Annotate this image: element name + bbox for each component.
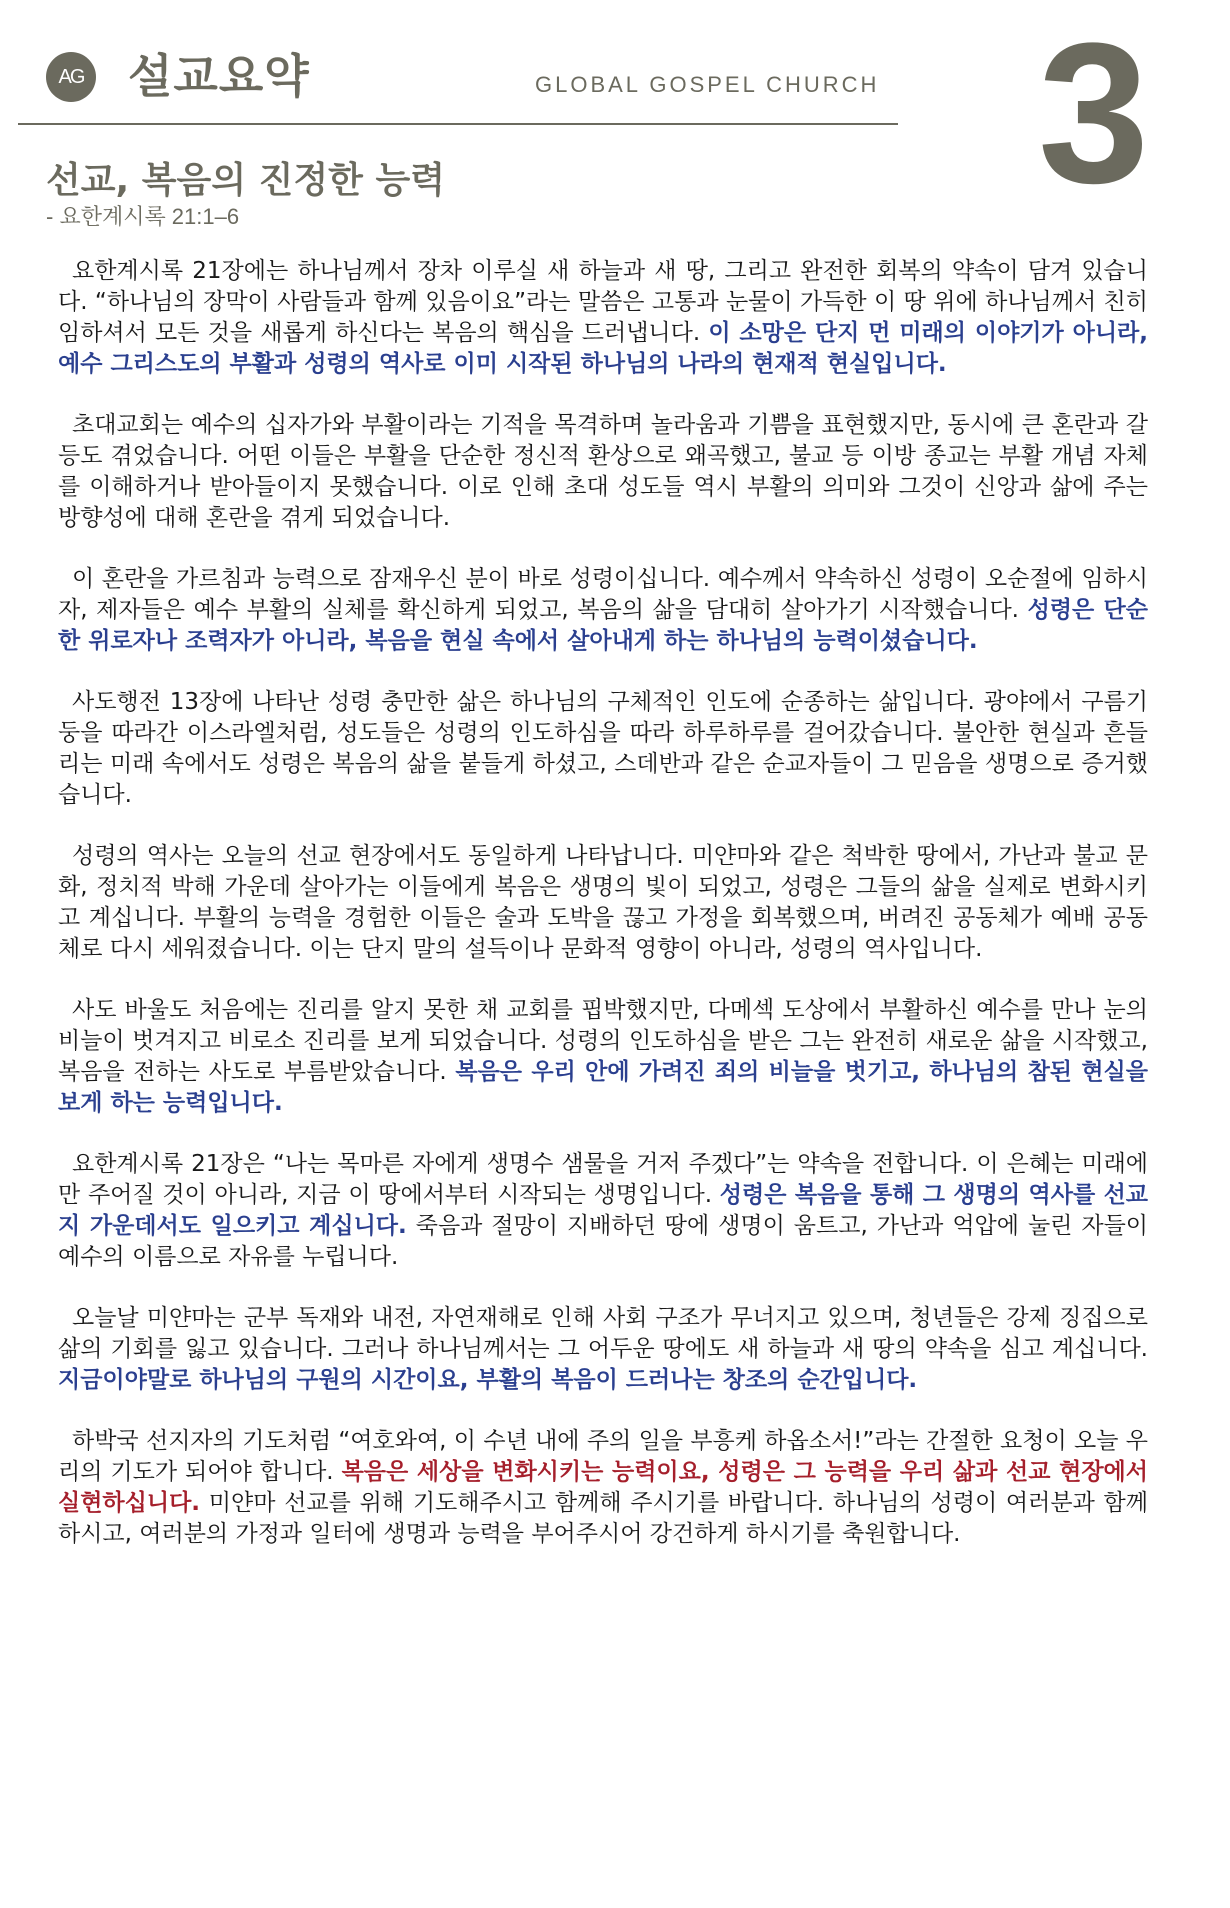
paragraph-highlight: 성령은 복음을 통해 그 생명의 역사를 선교지 가운데서도 일으키고 계십니다. (58, 1182, 1149, 1239)
paragraph-text: 성령의 역사는 오늘의 선교 현장에서도 동일하게 나타납니다. 미얀마와 같은 척박한 땅에서, 가난과 불교 문화, 정치적 박해 가운데 살아가는 이들에게 복음은 생명의 빛이 되었고, 성령은 그들의 삶을 실제로 변화시키고 계십니다. 부활의 능력을 경험한 이들은 술과 도박을 끊고 가정을 회복했으며, 버려진 공동체가 예배 공동체로 다시 세워졌습니다. 이는 단지 말의 설득이나 문화적 영향이 아니라, 성령의 역사입니다. (58, 843, 1148, 962)
paragraph-highlight: 이 소망은 단지 먼 미래의 이야기가 아니라, 예수 그리스도의 부활과 성령의 역사로 이미 시작된 하나님의 나라의 현재적 현실입니다. (58, 320, 1148, 377)
paragraph-text: 사도 바울도 처음에는 진리를 알지 못한 채 교회를 핍박했지만, 다메섹 도상에서 부활하신 예수를 만나 눈의 비늘이 벗겨지고 비로소 진리를 보게 되었습니다. 성령의 인도하심을 받은 그는 완전히 새로운 삶을 시작했고, 복음을 전하는 사도로 부름받았습니다. (58, 997, 1148, 1085)
sermon-body (58, 256, 1148, 1580)
paragraph-highlight: 성령은 단순한 위로자나 조력자가 아니라, 복음을 현실 속에서 살아내게 하는 하나님의 능력이셨습니다. (58, 597, 1148, 654)
paragraph-5 (58, 841, 1148, 965)
paragraph-highlight: 지금이야말로 하나님의 구원의 시간이요, 부활의 복음이 드러나는 창조의 순간입니다. (58, 1367, 918, 1393)
paragraph-1 (58, 256, 1148, 380)
header-title: 설교요약 (128, 49, 310, 103)
paragraph-text: 요한계시록 21장에는 하나님께서 장차 이루실 새 하늘과 새 땅, 그리고 완전한 회복의 약속이 담겨 있습니다. “하나님의 장막이 사람들과 함께 있음이요”라는 말씀은 고통과 눈물이 가득한 이 땅 위에 하나님께서 친히 임하셔서 모든 것을 새롭게 하신다는 복음의 핵심을 드러냅니다. (58, 258, 1148, 346)
church-name: GLOBAL GOSPEL CHURCH (535, 72, 880, 97)
paragraph-text: 요한계시록 21장은 “나는 목마른 자에게 생명수 샘물을 거저 주겠다”는 약속을 전합니다. 이 은혜는 미래에만 주어질 것이 아니라, 지금 이 땅에서부터 시작되는 생명입니다. (58, 1151, 1148, 1208)
paragraph-text: 초대교회는 예수의 십자가와 부활이라는 기적을 목격하며 놀라움과 기쁨을 표현했지만, 동시에 큰 혼란과 갈등도 겪었습니다. 어떤 이들은 부활을 단순한 정신적 환상으로 왜곡했고, 불교 등 이방 종교는 부활 개념 자체를 이해하거나 받아들이지 못했습니다. 이로 인해 초대 성도들 역시 부활의 의미와 그것이 신앙과 삶에 주는 방향성에 대해 혼란을 겪게 되었습니다. (58, 412, 1148, 531)
paragraph-text: 사도행전 13장에 나타난 성령 충만한 삶은 하나님의 구체적인 인도에 순종하는 삶입니다. 광야에서 구름기둥을 따라간 이스라엘처럼, 성도들은 성령의 인도하심을 따라 하루하루를 걸어갔습니다. 불안한 현실과 흔들리는 미래 속에서도 성령은 복음의 삶을 붙들게 하셨고, 스데반과 같은 순교자들이 그 믿음을 생명으로 증거했습니다. (58, 689, 1148, 808)
paragraph-text: 오늘날 미얀마는 군부 독재와 내전, 자연재해로 인해 사회 구조가 무너지고 있으며, 청년들은 강제 징집으로 삶의 기회를 잃고 있습니다. 그러나 하나님께서는 그 어두운 땅에도 새 하늘과 새 땅의 약속을 심고 계십니다. (58, 1305, 1148, 1362)
paragraph-8 (58, 1303, 1148, 1396)
paragraph-highlight: 복음은 우리 안에 가려진 죄의 비늘을 벗기고, 하나님의 참된 현실을 보게 하는 능력입니다. (58, 1059, 1148, 1116)
scripture-reference: - 요한계시록 21:1–6 (46, 204, 240, 229)
paragraph-6 (58, 995, 1148, 1119)
issue-number: 3 (1038, 2, 1150, 225)
paragraph-3 (58, 564, 1148, 657)
paragraph-2 (58, 410, 1148, 534)
header-divider (18, 123, 898, 125)
paragraph-7 (58, 1149, 1148, 1273)
church-logo: AG (46, 52, 96, 102)
paragraph-text-after: 죽음과 절망이 지배하던 땅에 생명이 움트고, 가난과 억압에 눌린 자들이 예수의 이름으로 자유를 누립니다. (58, 1213, 1148, 1270)
sermon-title: 선교, 복음의 진정한 능력 (46, 160, 446, 201)
paragraph-9 (58, 1426, 1148, 1550)
paragraph-highlight-red: 복음은 세상을 변화시키는 능력이요, 성령은 그 능력을 우리 삶과 선교 현장에서 실현하십니다. (58, 1459, 1148, 1516)
paragraph-4 (58, 687, 1148, 811)
paragraph-text-after: 미얀마 선교를 위해 기도해주시고 함께해 주시기를 바랍니다. 하나님의 성령이 여러분과 함께하시고, 여러분의 가정과 일터에 생명과 능력을 부어주시어 강건하게 하시기를 축원합니다. (58, 1490, 1148, 1547)
paragraph-text: 하박국 선지자의 기도처럼 “여호와여, 이 수년 내에 주의 일을 부흥케 하옵소서!”라는 간절한 요청이 오늘 우리의 기도가 되어야 합니다. (58, 1428, 1148, 1485)
paragraph-text: 이 혼란을 가르침과 능력으로 잠재우신 분이 바로 성령이십니다. 예수께서 약속하신 성령이 오순절에 임하시자, 제자들은 예수 부활의 실체를 확신하게 되었고, 복음의 삶을 담대히 살아가기 시작했습니다. (58, 566, 1148, 623)
